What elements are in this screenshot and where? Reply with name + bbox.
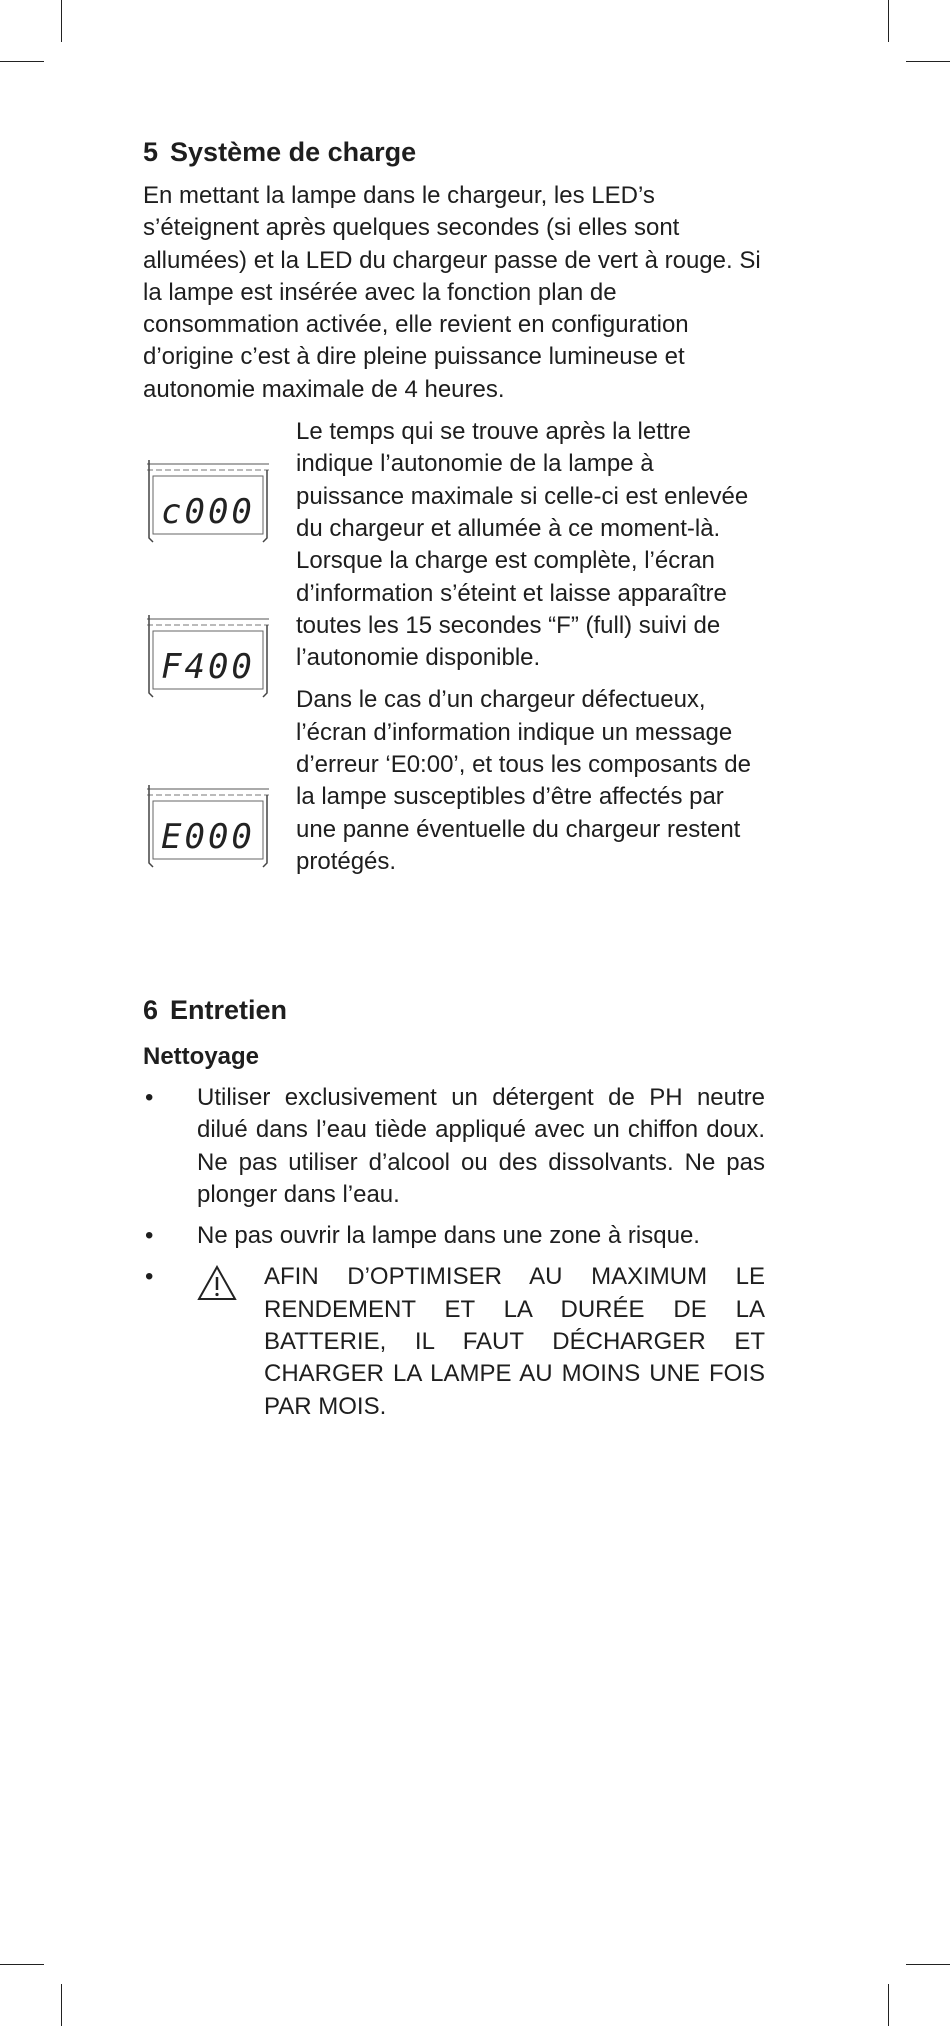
charge-paragraph: Le temps qui se trouve après la lettre indique l’autonomie de la lampe à puissance maximale si celle-ci est enlevée du chargeur et allumée à ce moment-là. Lorsque la charge est complète, l’écran d’information s’éteint et laisse apparaître toutes les 15 secondes “F” (full) suivi de l’autonomie disponible. bbox=[296, 418, 749, 672]
crop-mark bbox=[888, 0, 889, 42]
display-text bbox=[296, 416, 765, 878]
subsection-heading: Nettoyage bbox=[143, 1043, 260, 1070]
lcd-display-full bbox=[143, 611, 273, 701]
crop-mark bbox=[888, 1984, 889, 2026]
list-item-text: Ne pas ouvrir la lampe dans une zone à risque. bbox=[197, 1222, 700, 1250]
section-5-heading bbox=[143, 134, 765, 170]
list-item bbox=[143, 1082, 765, 1211]
bullet: • bbox=[145, 1263, 154, 1291]
section-5 bbox=[143, 134, 765, 878]
lcd-display-charging bbox=[143, 456, 273, 546]
warning-triangle-icon bbox=[197, 1265, 237, 1301]
lcd-readout: E000 bbox=[161, 817, 255, 858]
bullet: • bbox=[145, 1222, 154, 1250]
crop-mark bbox=[0, 1964, 44, 1965]
crop-mark bbox=[906, 1964, 950, 1965]
crop-mark bbox=[61, 0, 62, 42]
lcd-display-error bbox=[143, 781, 273, 871]
lcd-readout: F400 bbox=[161, 647, 255, 688]
warning-text: AFIN D’OPTIMISER AU MAXIMUM LE RENDEMENT ET LA DURÉE DE LA BATTERIE, IL FAUT DÉCHARGER ET CHARGER LA LAMPE AU MOINS UNE FOIS PAR MOIS. bbox=[264, 1263, 765, 1420]
section-6 bbox=[143, 992, 765, 1423]
lcd-readout: c000 bbox=[161, 492, 255, 533]
display-explanation bbox=[143, 416, 765, 878]
crop-mark bbox=[906, 61, 950, 62]
list-item-text: Utiliser exclusivement un détergent de PH neutre dilué dans l’eau tiède appliqué avec un chiffon doux. Ne pas utiliser d’alcool ou des dissolvants. Ne pas plonger dans l’eau. bbox=[197, 1084, 765, 1208]
list-item bbox=[143, 1220, 765, 1252]
section-title: Entretien bbox=[170, 995, 288, 1025]
section-number: 6 bbox=[143, 995, 159, 1025]
error-paragraph: Dans le cas d’un chargeur défectueux, l’écran d’information indique un message d’erreur ‘E0:00’, et tous les composants de la lampe susceptibles d’être affectés par une panne éventuelle du chargeur restent protégés. bbox=[296, 686, 751, 875]
crop-mark bbox=[0, 61, 44, 62]
section-title: Système de charge bbox=[170, 137, 417, 167]
section-6-heading bbox=[143, 992, 765, 1028]
warning-block bbox=[197, 1261, 765, 1422]
maintenance-list bbox=[143, 1082, 765, 1423]
crop-mark bbox=[61, 1984, 62, 2026]
list-item-warning bbox=[143, 1261, 765, 1422]
intro-paragraph: En mettant la lampe dans le chargeur, les LED’s s’éteignent après quelques secondes (si elles sont allumées) et la LED du chargeur passe de vert à rouge. Si la lampe est insérée avec la fonction plan de consommation activée, elle revient en configuration d’origine c’est à dire pleine puissance lumineuse et autonomie maximale de 4 heures. bbox=[143, 182, 761, 403]
bullet: • bbox=[145, 1084, 154, 1111]
section-number: 5 bbox=[143, 137, 159, 167]
